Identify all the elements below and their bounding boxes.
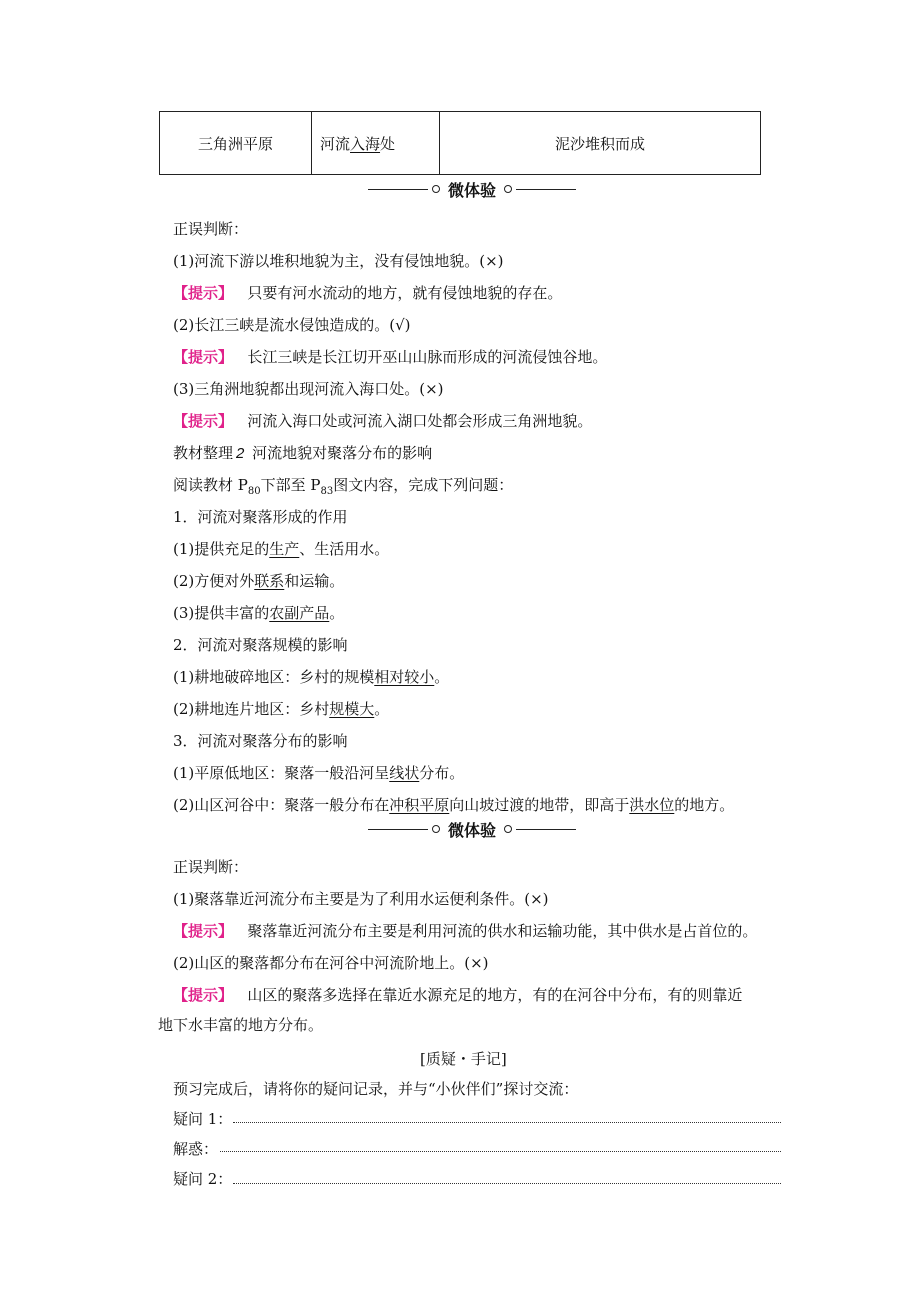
hint-2-2-continued: 地下水丰富的地方分布。 — [158, 1016, 324, 1034]
heading-3: 3．河流对聚落分布的影响 — [173, 732, 348, 750]
table-cell-landform: 三角洲平原 — [160, 112, 312, 175]
landform-table — [159, 111, 761, 175]
question-1: (1)河流下游以堆积地貌为主，没有侵蚀地貌。(×) — [173, 252, 504, 270]
judgement-heading: 正误判断： — [173, 220, 249, 238]
item-1-1: (1)提供充足的生产、生活用水。 — [173, 540, 390, 558]
question-3: (3)三角洲地貌都出现河流入海口处。(×) — [173, 380, 444, 398]
hint-2: 【提示】 长江三峡是长江切开巫山山脉而形成的河流侵蚀谷地。 — [173, 348, 608, 366]
section-title: 微体验 — [448, 180, 497, 200]
answer-label: 解惑： — [173, 1140, 219, 1158]
table-cell-formation: 泥沙堆积而成 — [440, 112, 761, 175]
hint-3: 【提示】 河流入海口处或河流入湖口处都会形成三角洲地貌。 — [173, 412, 593, 430]
question-2-2: (2)山区的聚落都分布在河谷中河流阶地上。(×) — [173, 954, 489, 972]
heading-2: 2．河流对聚落规模的影响 — [173, 636, 348, 654]
item-3-1: (1)平原低地区：聚落一般沿河呈线状分布。 — [173, 764, 465, 782]
question-2: (2)长江三峡是流水侵蚀造成的。(√) — [173, 316, 411, 334]
section-title: 微体验 — [448, 820, 497, 840]
hint-2-1: 【提示】 聚落靠近河流分布主要是利用河流的供水和运输功能，其中供水是占首位的。 — [173, 922, 758, 940]
micro-experience-divider — [368, 178, 576, 200]
notes-title: [质疑・手记] — [420, 1050, 507, 1068]
reading-instruction: 阅读教材 $P_{80}$下部至 $P_{83}$图文内容，完成下列问题： — [173, 476, 514, 497]
hint-2-2: 【提示】 山区的聚落多选择在靠近水源充足的地方，有的在河谷中分布，有的则靠近 — [173, 986, 743, 1004]
judgement-heading-2: 正误判断： — [173, 858, 249, 876]
item-1-2: (2)方便对外联系和运输。 — [173, 572, 345, 590]
question-1-input-line[interactable] — [233, 1122, 781, 1123]
question-1-label: 疑问 1： — [173, 1110, 233, 1128]
question-2-label: 疑问 2： — [173, 1170, 233, 1188]
section-2-title: 教材整理 2 河流地貌对聚落分布的影响 — [173, 444, 433, 462]
question-2-1: (1)聚落靠近河流分布主要是为了利用水运便利条件。(×) — [173, 890, 549, 908]
item-2-2: (2)耕地连片地区：乡村规模大。 — [173, 700, 390, 718]
question-2-input-line[interactable] — [233, 1183, 781, 1184]
answer-input-line[interactable] — [220, 1151, 781, 1152]
table-cell-location: 河流入海处 — [312, 112, 440, 175]
item-2-1: (1)耕地破碎地区：乡村的规模相对较小。 — [173, 668, 450, 686]
table-row — [160, 112, 761, 175]
hint-1: 【提示】 只要有河水流动的地方，就有侵蚀地貌的存在。 — [173, 284, 563, 302]
item-1-3: (3)提供丰富的农副产品。 — [173, 604, 345, 622]
micro-experience-divider-2 — [368, 818, 576, 840]
notes-intro: 预习完成后，请将你的疑问记录，并与“小伙伴们”探讨交流： — [173, 1080, 579, 1098]
heading-1: 1．河流对聚落形成的作用 — [173, 508, 348, 526]
item-3-2: (2)山区河谷中：聚落一般分布在冲积平原向山坡过渡的地带，即高于洪水位的地方。 — [173, 796, 735, 814]
